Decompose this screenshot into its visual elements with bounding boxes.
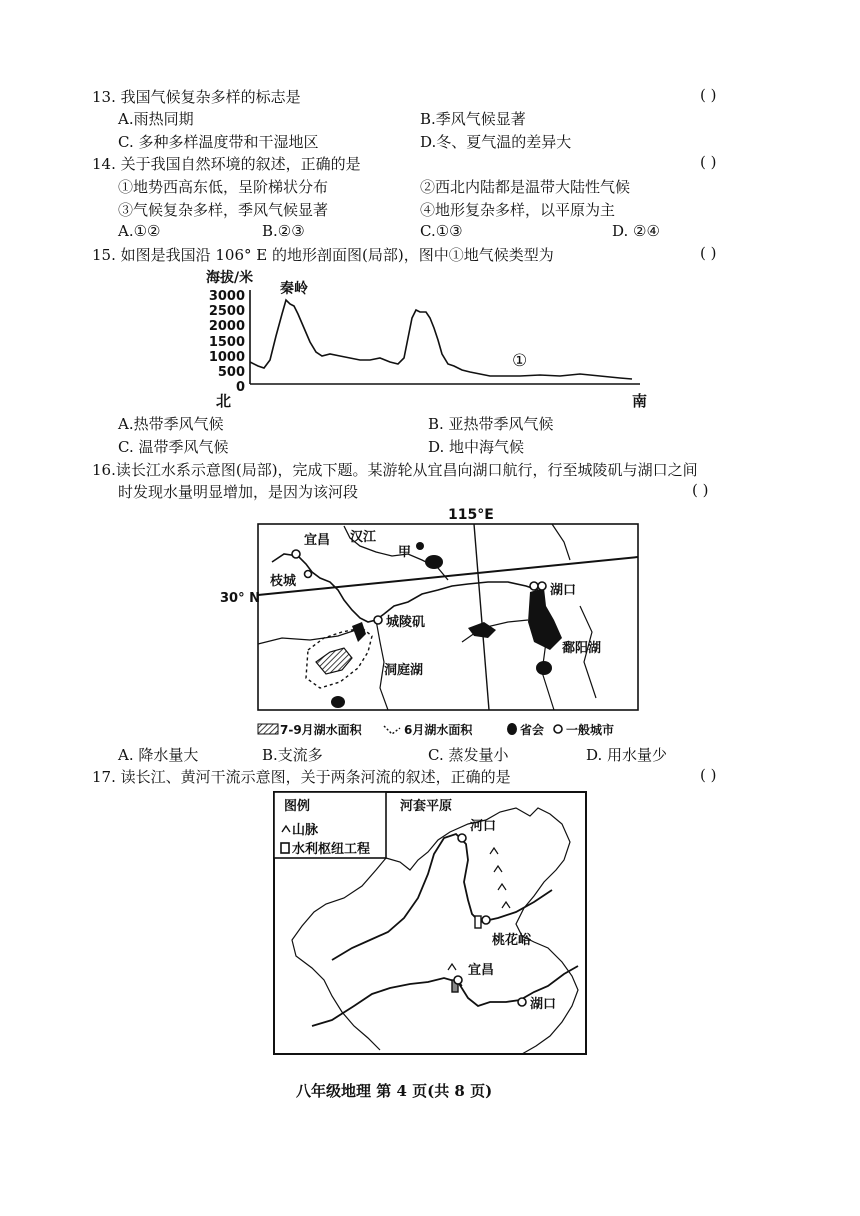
label-hukou-2: 湖口: [530, 997, 557, 1012]
yangtze-system-map: [212, 502, 652, 748]
dongting-lake-jul-sep: [316, 648, 352, 674]
terrain-profile-line: [250, 300, 632, 379]
q13-option-b: B.季风气候显著: [420, 110, 526, 128]
q16-stem-line2: 时发现水量明显增加，是因为该河段: [118, 483, 359, 501]
q13-stem: 13. 我国气候复杂多样的标志是: [92, 88, 301, 106]
parallel-30n: [258, 557, 638, 595]
yangtze-yellow-river-map: [272, 790, 590, 1056]
map-legend: [258, 722, 614, 737]
q14-statement-1: ①地势西高东低，呈阶梯状分布: [118, 178, 329, 196]
legend-area6: 6月湖水面积: [404, 723, 473, 737]
label-yichang: 宜昌: [304, 533, 331, 548]
map2-legend-mountain: 山脉: [292, 823, 319, 838]
taihang-mountains: [490, 848, 510, 908]
label-taohuayu: 桃花峪: [492, 933, 532, 948]
q13-option-a: A.雨热同期: [118, 110, 194, 128]
q14-option-d: D. ②④: [612, 222, 660, 240]
profile-south-label: 南: [632, 392, 648, 410]
q16-option-d: D. 用水量少: [586, 746, 668, 764]
q16-option-a: A. 降水量大: [118, 746, 199, 764]
capital-changsha: [331, 696, 345, 708]
q14-answer-paren: ( ): [700, 153, 717, 171]
ytick-0: 0: [235, 380, 245, 395]
profile-ylabel: 海拔/米: [206, 270, 254, 286]
capital-wuhan: [425, 555, 443, 569]
profile-north-label: 北: [216, 392, 232, 410]
ytick-2500: 2500: [208, 304, 245, 319]
legend-capital: 省会: [520, 723, 545, 737]
q14-option-a: A.①②: [118, 222, 161, 240]
legend-area79: 7-9月湖水面积: [280, 723, 362, 737]
ytick-1000: 1000: [208, 350, 245, 365]
lake-west: [468, 622, 496, 638]
dongting-lake-core: [352, 622, 366, 642]
capital-nanchang: [536, 661, 552, 675]
q15-answer-paren: ( ): [700, 244, 717, 262]
yangtze-main-river: [312, 966, 578, 1026]
label-hukou: 湖口: [550, 583, 577, 598]
q15-option-b: B. 亚热带季风气候: [428, 415, 554, 433]
city-hukou: [530, 582, 538, 590]
q14-statement-2: ②西北内陆都是温带大陆性气候: [420, 178, 631, 196]
map-frame: [258, 524, 638, 710]
label-zhicheng: 枝城: [270, 574, 297, 589]
q14-statement-4: ④地形复杂多样，以平原为主: [420, 201, 616, 219]
city-chenglingji: [374, 616, 382, 624]
legend-city-swatch: [554, 725, 562, 733]
label-hanjiang: 汉江: [350, 530, 377, 545]
q17-stem: 17. 读长江、黄河干流示意图，关于两条河流的叙述，正确的是: [92, 768, 511, 786]
q14-option-c: C.①③: [420, 222, 463, 240]
label-yichang-2: 宜昌: [468, 963, 495, 978]
profile-point-1-label: ①: [512, 351, 528, 371]
city-yichang: [292, 550, 300, 558]
city-hukou-3: [518, 998, 526, 1006]
q17-answer-paren: ( ): [700, 766, 717, 784]
q14-statement-3: ③气候复杂多样，季风气候显著: [118, 201, 329, 219]
legend-city: 一般城市: [566, 723, 615, 737]
label-hekou: 河口: [470, 819, 497, 834]
yangtze-river: [272, 554, 538, 622]
ytick-2000: 2000: [208, 319, 245, 334]
terrain-profile-figure: [200, 266, 660, 414]
map-lon-label: 115°E: [448, 507, 494, 523]
label-dongting: 洞庭湖: [384, 663, 424, 678]
tributary-north: [552, 524, 570, 560]
legend-capital-swatch: [507, 723, 517, 735]
map2-legend-title: 图例: [284, 799, 311, 814]
q13-answer-paren: ( ): [700, 86, 717, 104]
ytick-500: 500: [217, 365, 245, 380]
map-lat-label: 30° N: [220, 591, 260, 606]
capital-jia: [416, 542, 424, 550]
project-xiaolangdi: [475, 916, 481, 928]
city-hukou-2: [538, 582, 546, 590]
q13-option-c: C. 多种多样温度带和干湿地区: [118, 133, 319, 151]
q14-stem: 14. 关于我国自然环境的叙述，正确的是: [92, 155, 361, 173]
label-poyang: 鄱阳湖: [562, 641, 602, 656]
legend-hatch-swatch: [258, 724, 278, 734]
q16-option-b: B.支流多: [262, 746, 323, 764]
label-chenglingji: 城陵矶: [386, 615, 426, 630]
q15-option-a: A.热带季风气候: [118, 415, 224, 433]
profile-peak-label: 秦岭: [280, 281, 308, 297]
q15-option-c: C. 温带季风气候: [118, 438, 229, 456]
q14-option-b: B.②③: [262, 222, 305, 240]
legend-dashed-swatch: [384, 726, 400, 734]
ytick-1500: 1500: [208, 335, 245, 350]
q15-stem: 15. 如图是我国沿 106° E 的地形剖面图(局部)，图中①地气候类型为: [92, 246, 554, 264]
q16-stem-line1: 16.读长江水系示意图(局部)，完成下题。某游轮从宜昌向湖口航行，行至城陵矶与湖口之间: [92, 461, 698, 479]
q16-option-c: C. 蒸发量小: [428, 746, 509, 764]
q15-option-d: D. 地中海气候: [428, 438, 525, 456]
q13-option-d: D.冬、夏气温的差异大: [420, 133, 572, 151]
city-yichang-2: [454, 976, 462, 984]
city-hekou: [458, 834, 466, 842]
city-zhicheng: [305, 571, 312, 578]
page-footer: 八年级地理 第 4 页(共 8 页): [296, 1082, 493, 1100]
label-hetao: 河套平原: [400, 799, 453, 814]
meridian-115e: [474, 524, 489, 710]
q16-answer-paren: ( ): [692, 481, 709, 499]
ytick-3000: 3000: [208, 289, 245, 304]
label-jia: 甲: [398, 545, 412, 560]
city-taohuayu: [482, 916, 490, 924]
map2-legend-project: 水利枢纽工程: [292, 842, 371, 857]
